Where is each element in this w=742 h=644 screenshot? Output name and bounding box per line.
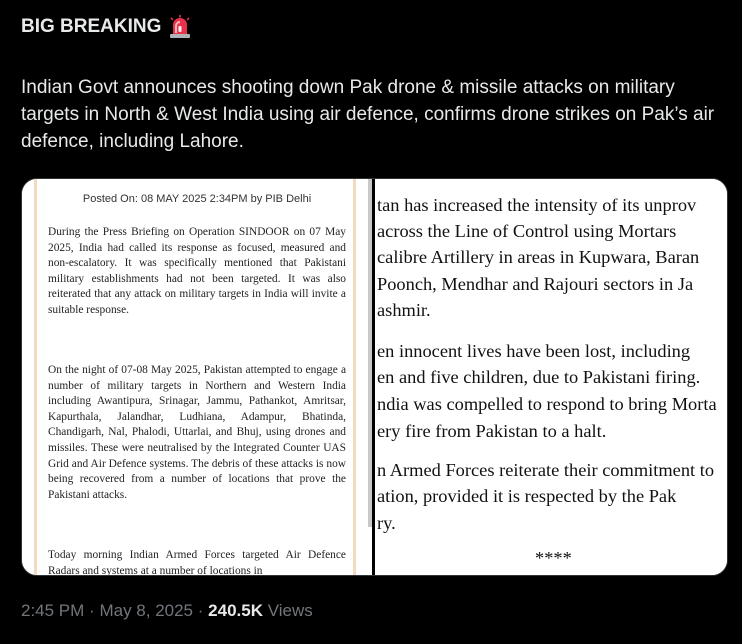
post-meta: [21, 601, 313, 621]
doc-line: calibre Artillery in areas in Kupwara, Baran: [377, 247, 700, 267]
meta-separator: ·: [197, 601, 204, 620]
post-headline: [21, 14, 193, 40]
meta-separator: ·: [89, 601, 95, 620]
doc-paragraph: On the night of 07-08 May 2025, Pakistan attempted to engage a number of military targets in Northern and Western India including Awantipura, Srinagar, Jammu, Pathankot, Amritsar, Kapurthala, Jalandhar, Ludhiana, Adampur, Bhatinda, Chandigarh, Nal, Phalodi, Uttarlai, and Bhuj, using drones and missiles. These were neutralised by the Integrated Counter UAS Grid and Air Defence systems. The debris of these attacks is now being recovered from a number of locations that prove the Pakistani attacks.: [48, 364, 346, 501]
press-release-right-page: [375, 179, 728, 576]
doc-line: n Armed Forces reiterate their commitment to: [377, 460, 715, 480]
rotating-light-icon: [167, 14, 193, 40]
views-count: 240.5K: [208, 601, 263, 620]
doc-line: ation, provided it is respected by the Pak: [377, 486, 677, 506]
doc-line: en innocent lives have been lost, including: [377, 341, 691, 361]
post-body-text: Indian Govt announces shooting down Pak drone & missile attacks on military targets in North & West India using air defence, confirms drone strikes on Pak’s air defence, including Lahore.: [21, 77, 715, 152]
posted-on-line: Posted On: 08 MAY 2025 2:34PM by PIB Delhi: [82, 193, 312, 205]
doc-line: en and five children, due to Pakistani firing.: [377, 367, 701, 387]
doc-paragraph: Today morning Indian Armed Forces targeted Air Defence Radars and systems at a number of locations in: [48, 549, 346, 576]
doc-line: ery fire from Pakistan to a halt.: [377, 421, 607, 441]
doc-line: ndia was compelled to respond to bring Morta: [377, 394, 717, 414]
doc-line: tan has increased the intensity of its unprov: [377, 195, 697, 215]
doc-line: ry.: [377, 513, 396, 533]
headline-text: BIG BREAKING: [21, 16, 162, 37]
page-edge: [353, 179, 356, 576]
doc-line: ashmir.: [377, 300, 431, 320]
doc-line: ****: [535, 548, 572, 568]
doc-line: across the Line of Control using Mortars: [377, 221, 677, 241]
press-release-left-page: [22, 179, 372, 576]
views-label: Views: [267, 601, 313, 620]
doc-paragraph: During the Press Briefing on Operation SINDOOR on 07 May 2025, India had called its response as focused, measured and non-escalatory. It was specifically mentioned that Pakistani military establishments had not been targeted. It was also reiterated that any attack on military targets in India will invite a suitable response.: [48, 226, 346, 316]
post-media-image[interactable]: [21, 178, 728, 576]
post-time[interactable]: 2:45 PM: [21, 601, 85, 620]
post-date[interactable]: May 8, 2025: [99, 601, 194, 620]
doc-line: Poonch, Mendhar and Rajouri sectors in Ja: [377, 274, 694, 294]
page-edge: [34, 179, 37, 576]
